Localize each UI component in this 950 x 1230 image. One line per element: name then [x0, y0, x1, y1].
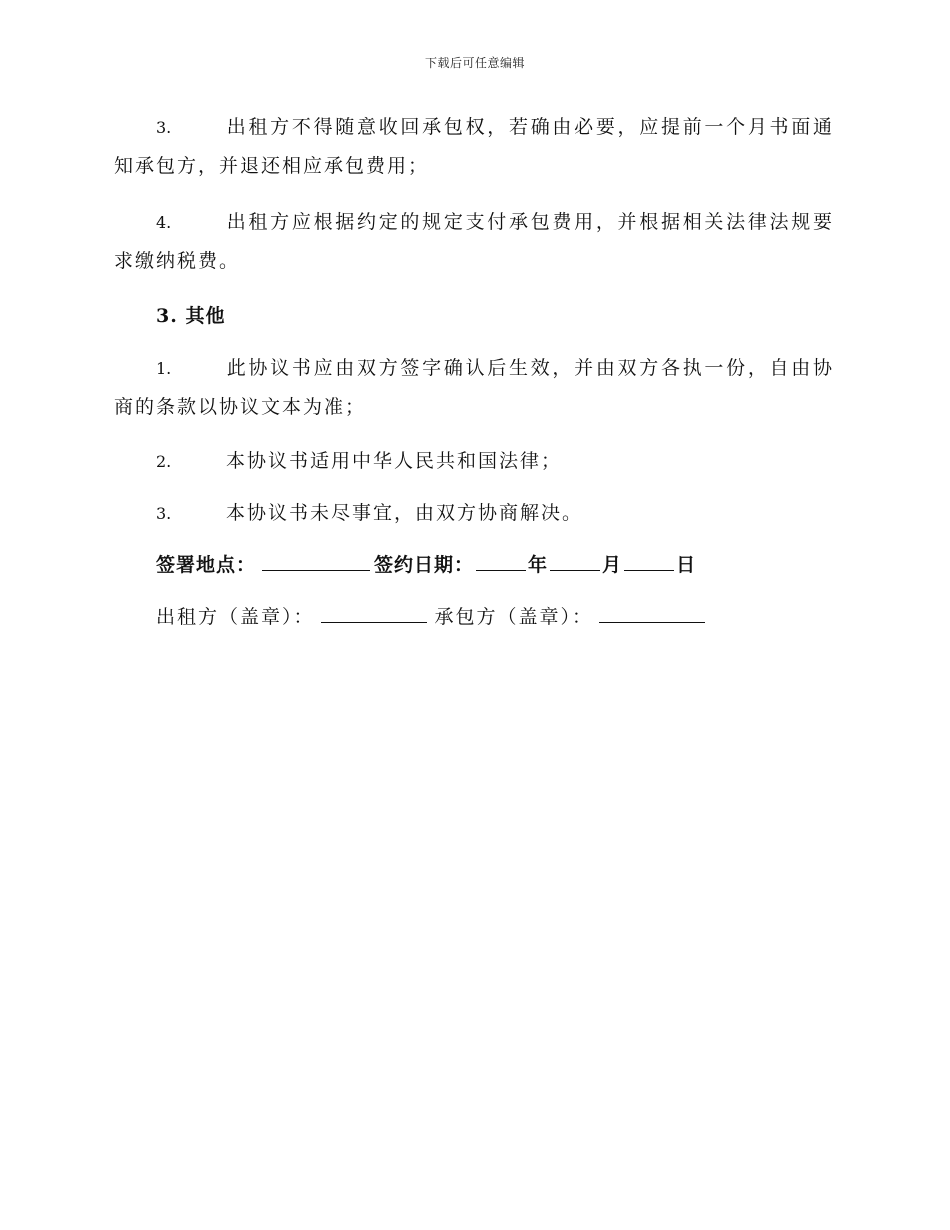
item-number: 3. — [156, 504, 172, 523]
month-label: 月 — [602, 554, 623, 576]
item-text: 出租方应根据约定的规定支付承包费用，并根据相关法律法规要求缴纳税费。 — [114, 211, 834, 272]
section-title-others: 3. 其他 — [156, 305, 226, 327]
item-text: 此协议书应由双方签字确认后生效，并由双方各执一份，自由协商的条款以协议文本为准； — [114, 357, 834, 418]
signing-place-blank[interactable] — [262, 552, 370, 571]
item-text: 出租方不得随意收回承包权，若确由必要，应提前一个月书面通知承包方，并退还相应承包费用； — [114, 116, 834, 177]
signing-date-label: 签约日期： — [374, 554, 475, 576]
others-item-2 — [114, 442, 834, 481]
signing-place-label: 签署地点： — [156, 554, 257, 576]
month-blank[interactable] — [550, 552, 600, 571]
lessor-seal-label: 出租方（盖章）： — [156, 606, 315, 628]
contractor-seal-label: 承包方（盖章）： — [434, 606, 594, 628]
item-number: 3. — [156, 118, 172, 137]
day-blank[interactable] — [624, 552, 674, 571]
item-number: 1. — [156, 359, 172, 378]
day-label: 日 — [676, 554, 697, 576]
year-label: 年 — [528, 554, 549, 576]
item-text: 本协议书适用中华人民共和国法律； — [226, 450, 563, 472]
item-number: 2. — [156, 452, 172, 471]
item-text: 本协议书未尽事宜，由双方协商解决。 — [226, 502, 584, 524]
signing-line — [156, 546, 696, 584]
year-blank[interactable] — [476, 552, 526, 571]
contractor-seal-blank[interactable] — [599, 604, 705, 623]
seal-line — [156, 598, 713, 636]
page-header: 下载后可任意编辑 — [424, 56, 525, 70]
lessor-seal-blank[interactable] — [321, 604, 427, 623]
obligation-item-4 — [114, 203, 834, 280]
others-item-1 — [114, 349, 834, 426]
item-number: 4. — [156, 213, 172, 232]
others-item-3 — [114, 494, 834, 533]
obligation-item-3 — [114, 108, 834, 185]
